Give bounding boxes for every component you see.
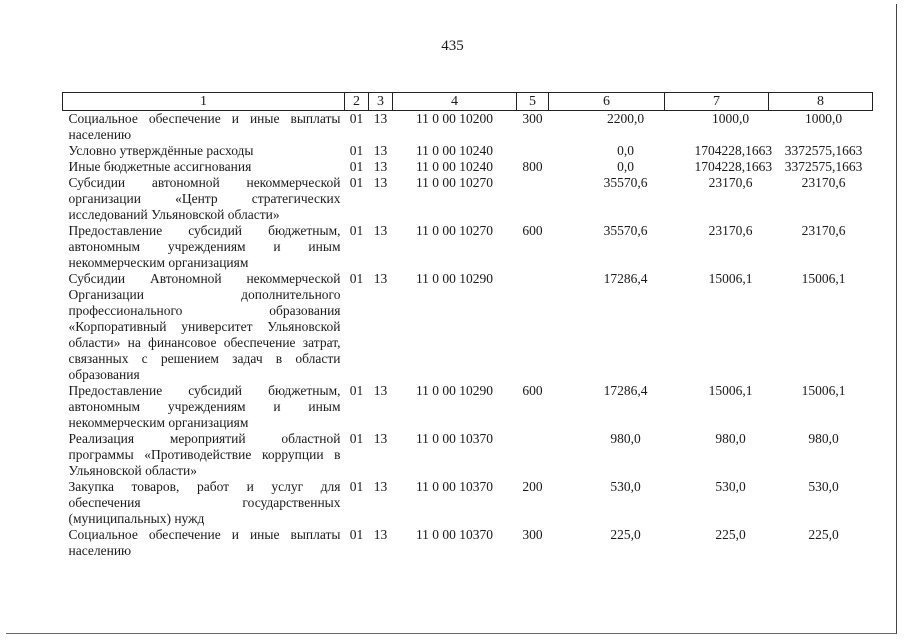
expense-type-code xyxy=(517,175,549,223)
amount-col6: 0,0 xyxy=(617,159,634,174)
amount-col7: 1704228,1663 xyxy=(694,143,773,158)
expense-type-code xyxy=(517,271,549,383)
expense-name: Реализация мероприятий областной программы «Противодействие коррупции в Ульяновской области» xyxy=(68,431,341,478)
amount-col8: 225,0 xyxy=(808,527,839,542)
section-code: 01 xyxy=(349,143,364,158)
amount-col7: 15006,1 xyxy=(708,383,753,398)
target-article-code: 11 0 00 10240 xyxy=(415,143,494,158)
expense-name: Закупка товаров, работ и услуг для обеспечения государственных (муниципальных) нужд xyxy=(68,479,341,526)
amount-col8: 3372575,1663 xyxy=(784,159,863,174)
subsection-code: 13 xyxy=(373,175,388,190)
table-row xyxy=(63,175,873,223)
column-header: 7 xyxy=(665,93,769,111)
expense-type-code: 600 xyxy=(522,383,543,398)
amount-col7: 1000,0 xyxy=(711,111,750,126)
expense-name: Субсидии Автономной некоммерческой Организации дополнительного профессионального образования «Корпоративный университет Ульяновской области» на финансовое обеспечение затрат, связанных с решением задач в области образования xyxy=(68,271,341,382)
subsection-code: 13 xyxy=(373,271,388,286)
column-header: 2 xyxy=(345,93,369,111)
target-article-code: 11 0 00 10290 xyxy=(415,271,494,286)
expense-type-code: 300 xyxy=(522,527,543,542)
target-article-code: 11 0 00 10370 xyxy=(415,431,494,446)
section-code: 01 xyxy=(349,175,364,190)
page-number: 435 xyxy=(441,38,464,54)
table-row xyxy=(63,159,873,175)
target-article-code: 11 0 00 10290 xyxy=(415,383,494,398)
table-body xyxy=(63,111,873,560)
expense-name: Социальное обеспечение и иные выплаты населению xyxy=(68,111,341,142)
amount-col8: 23170,6 xyxy=(801,175,846,190)
expense-type-code: 300 xyxy=(522,111,543,126)
amount-col7: 980,0 xyxy=(715,431,746,446)
expense-name: Предоставление субсидий бюджетным, автономным учреждениям и иным некоммерческим организациям xyxy=(68,223,341,270)
subsection-code: 13 xyxy=(373,223,388,238)
table-row xyxy=(63,111,873,144)
amount-col6: 17286,4 xyxy=(603,271,648,286)
target-article-code: 11 0 00 10200 xyxy=(415,111,494,126)
subsection-code: 13 xyxy=(373,431,388,446)
column-header: 3 xyxy=(369,93,393,111)
column-header: 6 xyxy=(549,93,665,111)
amount-col8: 23170,6 xyxy=(801,223,846,238)
table-row xyxy=(63,527,873,559)
expense-type-code xyxy=(517,431,549,479)
section-code: 01 xyxy=(349,431,364,446)
expense-type-code: 600 xyxy=(522,223,543,238)
section-code: 01 xyxy=(349,527,364,542)
expense-name: Социальное обеспечение и иные выплаты населению xyxy=(68,527,341,558)
expense-type-code xyxy=(517,143,549,159)
amount-col6: 2200,0 xyxy=(606,111,645,126)
amount-col7: 23170,6 xyxy=(708,223,753,238)
expense-name: Предоставление субсидий бюджетным, автономным учреждениям и иным некоммерческим организациям xyxy=(68,383,341,430)
amount-col8: 530,0 xyxy=(808,479,839,494)
subsection-code: 13 xyxy=(373,479,388,494)
target-article-code: 11 0 00 10240 xyxy=(415,159,494,174)
target-article-code: 11 0 00 10270 xyxy=(415,175,494,190)
amount-col6: 35570,6 xyxy=(603,223,648,238)
subsection-code: 13 xyxy=(373,159,388,174)
expense-name: Субсидии автономной некоммерческой организации «Центр стратегических исследований Ульяновской области» xyxy=(68,175,341,222)
column-header: 1 xyxy=(63,93,345,111)
section-code: 01 xyxy=(349,271,364,286)
subsection-code: 13 xyxy=(373,111,388,126)
section-code: 01 xyxy=(349,479,364,494)
section-code: 01 xyxy=(349,223,364,238)
amount-col6: 225,0 xyxy=(610,527,641,542)
section-code: 01 xyxy=(349,159,364,174)
table-header xyxy=(63,93,873,111)
column-header: 8 xyxy=(769,93,873,111)
expense-type-code: 800 xyxy=(522,159,543,174)
table-row xyxy=(63,223,873,271)
table-row xyxy=(63,143,873,159)
table-row xyxy=(63,383,873,431)
amount-col6: 980,0 xyxy=(610,431,641,446)
amount-col7: 23170,6 xyxy=(708,175,753,190)
amount-col7: 1704228,1663 xyxy=(694,159,773,174)
amount-col8: 980,0 xyxy=(808,431,839,446)
table-row xyxy=(63,431,873,479)
amount-col6: 0,0 xyxy=(617,143,634,158)
amount-col8: 1000,0 xyxy=(804,111,843,126)
expense-type-code: 200 xyxy=(522,479,543,494)
target-article-code: 11 0 00 10370 xyxy=(415,479,494,494)
amount-col7: 530,0 xyxy=(715,479,746,494)
amount-col6: 17286,4 xyxy=(603,383,648,398)
section-code: 01 xyxy=(349,111,364,126)
amount-col8: 3372575,1663 xyxy=(784,143,863,158)
table-row xyxy=(63,479,873,527)
amount-col8: 15006,1 xyxy=(801,383,846,398)
column-header: 5 xyxy=(517,93,549,111)
section-code: 01 xyxy=(349,383,364,398)
amount-col7: 225,0 xyxy=(715,527,746,542)
column-header: 4 xyxy=(393,93,517,111)
budget-table xyxy=(62,92,873,559)
subsection-code: 13 xyxy=(373,143,388,158)
amount-col6: 35570,6 xyxy=(603,175,648,190)
target-article-code: 11 0 00 10370 xyxy=(415,527,494,542)
target-article-code: 11 0 00 10270 xyxy=(415,223,494,238)
amount-col8: 15006,1 xyxy=(801,271,846,286)
table-row xyxy=(63,271,873,383)
expense-name: Иные бюджетные ассигнования xyxy=(68,159,252,174)
amount-col7: 15006,1 xyxy=(708,271,753,286)
subsection-code: 13 xyxy=(373,383,388,398)
amount-col6: 530,0 xyxy=(610,479,641,494)
expense-name: Условно утверждённые расходы xyxy=(68,143,254,158)
subsection-code: 13 xyxy=(373,527,388,542)
